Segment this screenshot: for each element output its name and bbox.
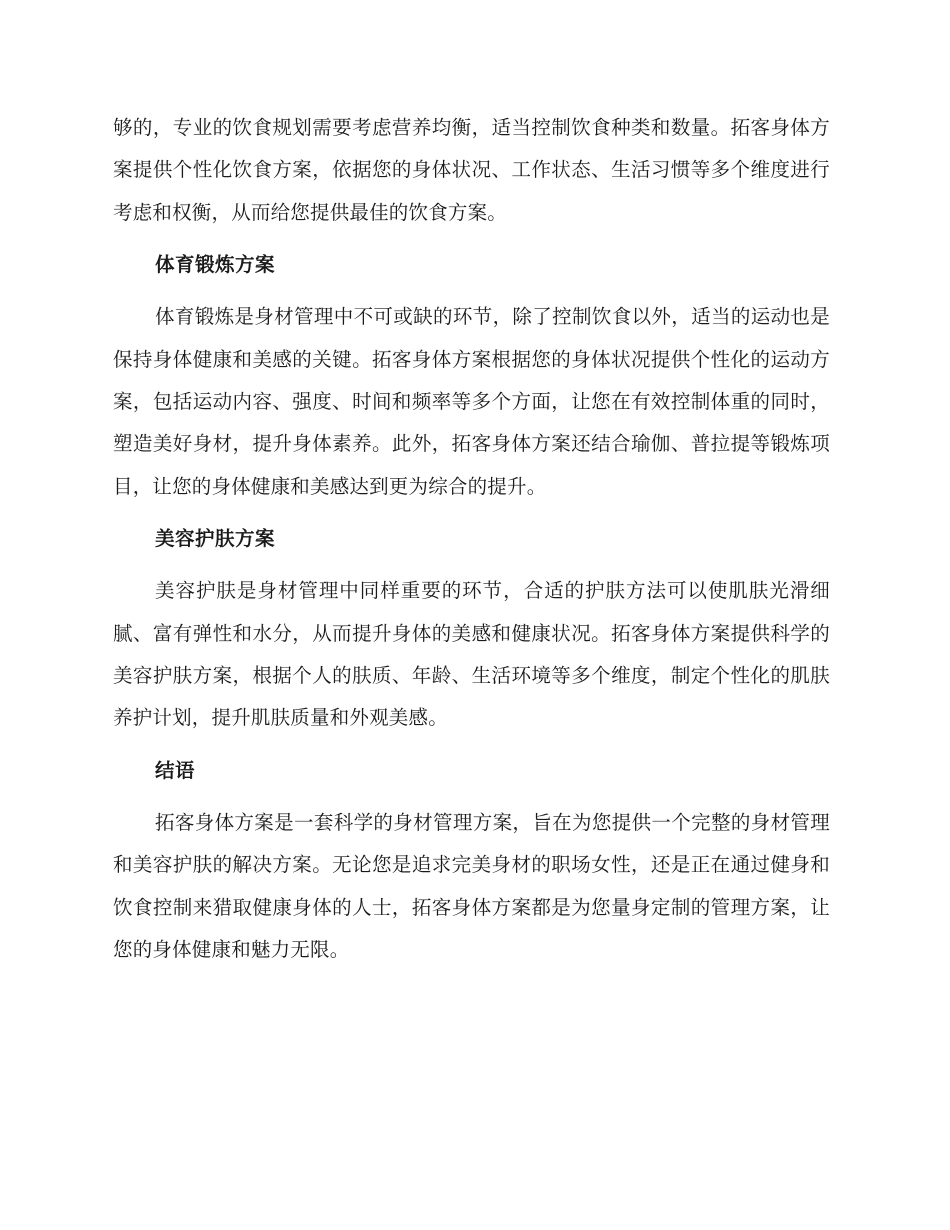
section-body-skincare: 美容护肤是身材管理中同样重要的环节，合适的护肤方法可以使肌肤光滑细腻、富有弹性和水分，从而提升身体的美感和健康状况。拓客身体方案提供科学的美容护肤方案，根据个人的肤质、年龄、生活环境等多个维度，制定个性化的肌肤养护计划，提升肌肤质量和外观美感。: [113, 579, 830, 730]
section-heading-conclusion: 结语: [155, 758, 196, 782]
section-heading-skincare: 美容护肤方案: [155, 527, 276, 551]
section-heading-exercise: 体育锻炼方案: [155, 253, 276, 277]
intro-paragraph: 够的，专业的饮食规划需要考虑营养均衡，适当控制饮食种类和数量。拓客身体方案提供个性化饮食方案，依据您的身体状况、工作状态、生活习惯等多个维度进行考虑和权衡，从而给您提供最佳的饮食方案。: [113, 116, 830, 224]
section-body-exercise: 体育锻炼是身材管理中不可或缺的环节，除了控制饮食以外，适当的运动也是保持身体健康和美感的关键。拓客身体方案根据您的身体状况提供个性化的运动方案，包括运动内容、强度、时间和频率等多个方面，让您在有效控制体重的同时，塑造美好身材，提升身体素养。此外，拓客身体方案还结合瑜伽、普拉提等锻炼项目，让您的身体健康和美感达到更为综合的提升。: [113, 305, 830, 498]
section-body-conclusion: 拓客身体方案是一套科学的身材管理方案，旨在为您提供一个完整的身材管理和美容护肤的解决方案。无论您是追求完美身材的职场女性，还是正在通过健身和饮食控制来猎取健康身体的人士，拓客身体方案都是为您量身定制的管理方案，让您的身体健康和魅力无限。: [113, 810, 830, 962]
